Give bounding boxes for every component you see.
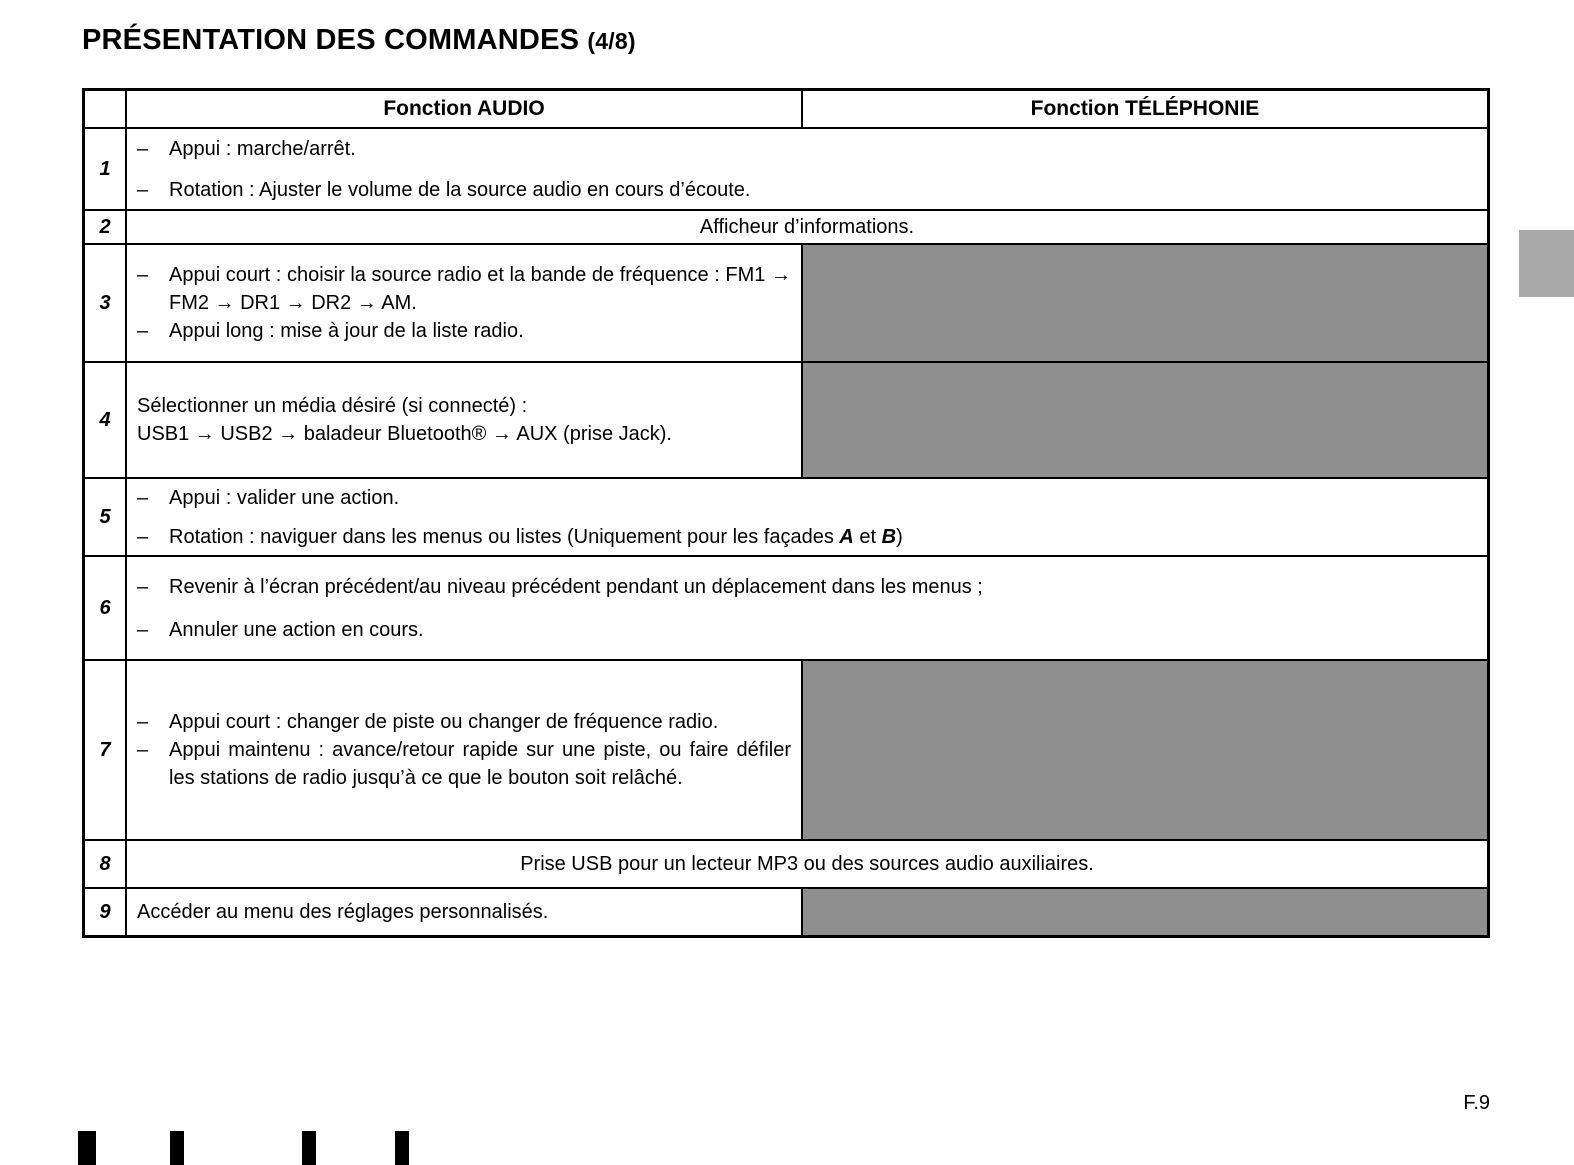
- bullet-text: Appui : marche/arrêt.: [169, 137, 356, 160]
- row-number-text: 5: [99, 506, 111, 528]
- page-title-text: PRÉSENTATION DES COMMANDES: [82, 24, 580, 56]
- bullet-item: [137, 135, 1477, 163]
- bullet-item: [137, 573, 1477, 601]
- facade-a-label: A: [839, 525, 854, 548]
- row-number-6: [85, 557, 127, 659]
- row-number-text: 9: [99, 901, 111, 923]
- bullet-dash: –: [137, 739, 149, 761]
- bullet-text: [169, 523, 1477, 551]
- bullet-dash: –: [137, 575, 149, 598]
- row-number-text: 2: [99, 216, 111, 238]
- page-number: F.9: [1463, 1092, 1490, 1114]
- bullet-text: Appui : valider une action.: [169, 486, 400, 509]
- table-row-5: [85, 477, 1487, 555]
- bullet-item: [137, 176, 1477, 204]
- row-7-audio: [127, 661, 803, 839]
- row-3-telephonie-empty: [803, 245, 1487, 361]
- bullet-dash: –: [137, 486, 149, 509]
- row-number-text: 4: [99, 409, 111, 431]
- table-row-4: [85, 361, 1487, 477]
- header-fonction-telephonie: Fonction TÉLÉPHONIE: [1030, 97, 1260, 120]
- row-4-audio: [127, 363, 803, 477]
- row-number-5: [85, 479, 127, 555]
- row-number-text: 6: [99, 597, 111, 619]
- row-6-content: [127, 557, 1487, 659]
- bullet-dash: –: [137, 525, 149, 548]
- header-fonction-audio: Fonction AUDIO: [127, 91, 803, 127]
- table-row-2: [85, 209, 1487, 243]
- section-edge-tab: [1519, 230, 1574, 297]
- bullet-text: Appui maintenu : avance/retour rapide sur une piste, ou faire défiler les stations de radio jusqu’à ce que le bouton soit relâché.: [169, 739, 791, 789]
- row-number-1: [85, 129, 127, 209]
- row-number-7: [85, 661, 127, 839]
- row-number-3: [85, 245, 127, 361]
- print-mark: [78, 1131, 96, 1165]
- bullet-item: [137, 616, 1477, 644]
- row-number-4: [85, 363, 127, 477]
- bullet-text: Appui court : changer de piste ou changer de fréquence radio.: [169, 711, 719, 733]
- table-row-1: [85, 127, 1487, 209]
- row-9-telephonie-empty: [803, 889, 1487, 935]
- print-mark: [170, 1131, 184, 1165]
- page-title-suffix: (4/8): [587, 28, 636, 54]
- row-number-2: [85, 211, 127, 243]
- bullet-dash: –: [137, 711, 149, 733]
- row-number-text: 3: [99, 292, 111, 314]
- row-number-text: 8: [99, 853, 111, 875]
- row-3-audio: [127, 245, 803, 361]
- row-2-content: Afficheur d’informations.: [699, 216, 915, 238]
- facade-b-label: B: [881, 525, 897, 548]
- bullet-item: [137, 708, 791, 736]
- print-mark: [395, 1131, 409, 1165]
- bullet-text-part: et: [853, 525, 882, 548]
- row-number-8: [85, 841, 127, 887]
- bullet-text: Rotation : Ajuster le volume de la source audio en cours d’écoute.: [169, 178, 751, 201]
- row-5-content: [127, 479, 1487, 555]
- bullet-item: [137, 317, 791, 345]
- bullet-text-part: ): [896, 525, 903, 548]
- page-title: [82, 24, 636, 57]
- bullet-text: Revenir à l’écran précédent/au niveau précédent pendant un déplacement dans les menus ;: [169, 575, 983, 598]
- bullet-dash: –: [137, 137, 149, 160]
- bullet-text: Appui long : mise à jour de la liste radio.: [169, 320, 524, 342]
- row-number-text: 7: [99, 739, 111, 761]
- bullet-dash: –: [137, 618, 149, 641]
- header-corner-cell: [85, 91, 127, 127]
- table-row-6: [85, 555, 1487, 659]
- row-1-content: [127, 129, 1487, 209]
- bullet-item: [137, 523, 1477, 551]
- bullet-item: [137, 261, 791, 317]
- row-9-audio: [127, 889, 803, 935]
- print-mark: [302, 1131, 316, 1165]
- bullet-text: Appui court : choisir la source radio et la bande de fréquence : FM1 → FM2 → DR1 → DR2 → AM.: [169, 264, 791, 314]
- bullet-item: [137, 484, 1477, 512]
- row-7-telephonie-empty: [803, 661, 1487, 839]
- bullet-item: [137, 736, 791, 792]
- row-number-9: [85, 889, 127, 935]
- table-row-7: [85, 659, 1487, 839]
- table-header-row: [85, 91, 1487, 127]
- text-line: Accéder au menu des réglages personnalisés.: [137, 901, 549, 923]
- text-line: USB1 → USB2 → baladeur Bluetooth® → AUX (prise Jack).: [137, 423, 672, 445]
- row-4-telephonie-empty: [803, 363, 1487, 477]
- text-line: Sélectionner un média désiré (si connecté) :: [137, 395, 528, 417]
- bullet-text: Annuler une action en cours.: [169, 618, 424, 641]
- bullet-dash: –: [137, 178, 149, 201]
- commands-table: [82, 88, 1490, 938]
- bullet-text-part: Rotation : naviguer dans les menus ou listes (Uniquement pour les façades: [169, 525, 840, 548]
- bullet-dash: –: [137, 264, 149, 286]
- bullet-dash: –: [137, 320, 149, 342]
- row-number-text: 1: [99, 158, 111, 180]
- row-8-content: Prise USB pour un lecteur MP3 ou des sources audio auxiliaires.: [520, 853, 1094, 875]
- table-row-8: [85, 839, 1487, 887]
- table-row-3: [85, 243, 1487, 361]
- table-row-9: [85, 887, 1487, 935]
